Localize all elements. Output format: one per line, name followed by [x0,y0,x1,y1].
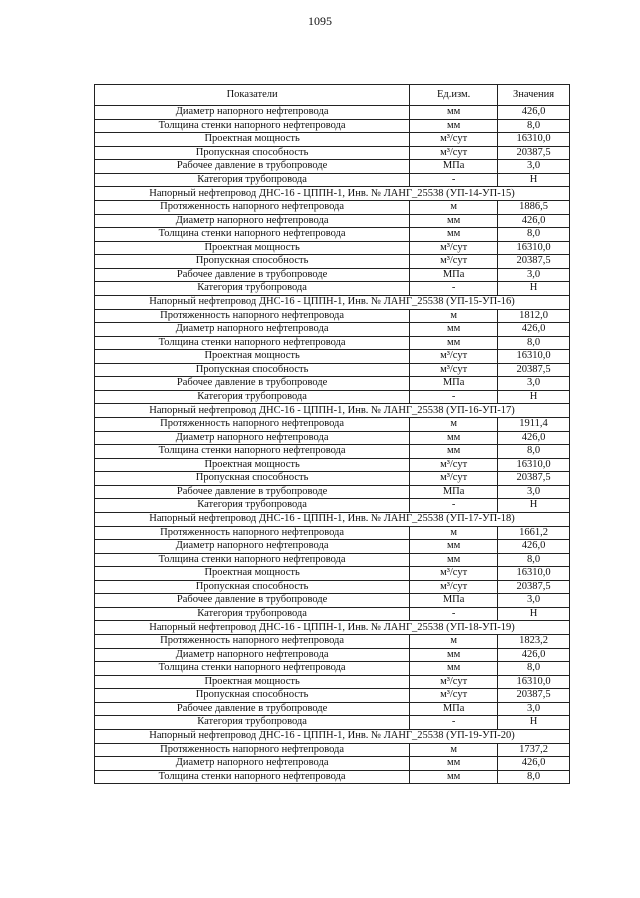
parameter-name: Категория трубопровода [95,282,410,296]
pipeline-specs-table [94,84,570,784]
value-cell: Н [498,607,570,621]
value-cell: 426,0 [498,214,570,228]
section-title: Напорный нефтепровод ДНС-16 - ЦППН-1, Инв. № ЛАНГ_25538 (УП-19-УП-20) [95,729,570,743]
unit-cell: - [410,390,498,404]
section-row [95,512,570,526]
unit-cell: м [410,526,498,540]
table-row [95,106,570,120]
section-row [95,621,570,635]
table-row [95,323,570,337]
value-cell: 1886,5 [498,201,570,215]
section-row [95,404,570,418]
parameter-name: Диаметр напорного нефтепровода [95,431,410,445]
table-row [95,160,570,174]
unit-cell: МПа [410,377,498,391]
unit-cell: м³/сут [410,363,498,377]
parameter-name: Проектная мощность [95,458,410,472]
table-row [95,350,570,364]
parameter-name: Проектная мощность [95,241,410,255]
unit-cell: м³/сут [410,255,498,269]
table-row [95,119,570,133]
unit-cell: МПа [410,485,498,499]
table-row [95,228,570,242]
unit-cell: м³/сут [410,241,498,255]
value-cell: 426,0 [498,540,570,554]
unit-cell: м³/сут [410,146,498,160]
table-row [95,499,570,513]
parameter-name: Протяженность напорного нефтепровода [95,309,410,323]
parameter-name: Диаметр напорного нефтепровода [95,757,410,771]
unit-cell: м³/сут [410,350,498,364]
unit-cell: мм [410,119,498,133]
table-row [95,607,570,621]
parameter-name: Толщина стенки напорного нефтепровода [95,445,410,459]
unit-cell: м³/сут [410,133,498,147]
table-body [95,106,570,784]
unit-cell: м³/сут [410,580,498,594]
value-cell: 8,0 [498,228,570,242]
value-cell: 3,0 [498,485,570,499]
value-cell: 426,0 [498,106,570,120]
table-row [95,268,570,282]
unit-cell: мм [410,214,498,228]
value-cell: 3,0 [498,160,570,174]
unit-cell: мм [410,648,498,662]
table-row [95,702,570,716]
parameter-name: Толщина стенки напорного нефтепровода [95,228,410,242]
value-cell: 20387,5 [498,255,570,269]
section-row [95,729,570,743]
unit-cell: м³/сут [410,458,498,472]
value-cell: Н [498,173,570,187]
parameter-name: Диаметр напорного нефтепровода [95,214,410,228]
parameter-name: Проектная мощность [95,675,410,689]
parameter-name: Толщина стенки напорного нефтепровода [95,336,410,350]
value-cell: 426,0 [498,431,570,445]
value-cell: 16310,0 [498,350,570,364]
table-row [95,594,570,608]
table-row [95,526,570,540]
parameter-name: Категория трубопровода [95,390,410,404]
table-row [95,716,570,730]
unit-cell: МПа [410,702,498,716]
unit-cell: мм [410,770,498,784]
unit-cell: мм [410,553,498,567]
table-row [95,689,570,703]
section-title: Напорный нефтепровод ДНС-16 - ЦППН-1, Инв. № ЛАНГ_25538 (УП-17-УП-18) [95,512,570,526]
table-row [95,743,570,757]
value-cell: 8,0 [498,336,570,350]
parameter-name: Толщина стенки напорного нефтепровода [95,119,410,133]
parameter-name: Категория трубопровода [95,716,410,730]
value-cell: Н [498,282,570,296]
unit-cell: м³/сут [410,675,498,689]
unit-cell: мм [410,445,498,459]
table-row [95,485,570,499]
table-row [95,390,570,404]
value-cell: Н [498,499,570,513]
value-cell: 1911,4 [498,418,570,432]
value-cell: 8,0 [498,445,570,459]
parameter-name: Рабочее давление в трубопроводе [95,377,410,391]
value-cell: 16310,0 [498,675,570,689]
column-header-parameter: Показатели [95,85,410,106]
parameter-name: Рабочее давление в трубопроводе [95,160,410,174]
unit-cell: мм [410,662,498,676]
table-row [95,675,570,689]
value-cell: 426,0 [498,757,570,771]
value-cell: 16310,0 [498,241,570,255]
parameter-name: Пропускная способность [95,146,410,160]
table-row [95,336,570,350]
unit-cell: м [410,418,498,432]
unit-cell: - [410,282,498,296]
value-cell: 20387,5 [498,580,570,594]
parameter-name: Рабочее давление в трубопроводе [95,268,410,282]
unit-cell: мм [410,228,498,242]
unit-cell: - [410,607,498,621]
parameter-name: Протяженность напорного нефтепровода [95,418,410,432]
parameter-name: Категория трубопровода [95,173,410,187]
unit-cell: м [410,635,498,649]
table-row [95,580,570,594]
table-row [95,431,570,445]
unit-cell: МПа [410,160,498,174]
table-row [95,540,570,554]
value-cell: 20387,5 [498,689,570,703]
parameter-name: Диаметр напорного нефтепровода [95,648,410,662]
section-row [95,187,570,201]
parameter-name: Рабочее давление в трубопроводе [95,702,410,716]
table-row [95,309,570,323]
column-header-value: Значения [498,85,570,106]
table-row [95,363,570,377]
value-cell: 3,0 [498,268,570,282]
value-cell: 426,0 [498,648,570,662]
table-row [95,662,570,676]
parameter-name: Пропускная способность [95,255,410,269]
value-cell: 16310,0 [498,458,570,472]
unit-cell: мм [410,757,498,771]
section-title: Напорный нефтепровод ДНС-16 - ЦППН-1, Инв. № ЛАНГ_25538 (УП-18-УП-19) [95,621,570,635]
value-cell: 1661,2 [498,526,570,540]
unit-cell: МПа [410,594,498,608]
table-row [95,377,570,391]
table-row [95,146,570,160]
unit-cell: м³/сут [410,472,498,486]
parameter-name: Пропускная способность [95,472,410,486]
parameter-name: Протяженность напорного нефтепровода [95,743,410,757]
parameter-name: Проектная мощность [95,133,410,147]
parameter-name: Проектная мощность [95,350,410,364]
parameter-name: Толщина стенки напорного нефтепровода [95,662,410,676]
parameter-name: Пропускная способность [95,689,410,703]
table-row [95,648,570,662]
section-row [95,295,570,309]
parameter-name: Диаметр напорного нефтепровода [95,323,410,337]
unit-cell: м [410,201,498,215]
unit-cell: м [410,309,498,323]
parameter-name: Диаметр напорного нефтепровода [95,540,410,554]
unit-cell: м³/сут [410,567,498,581]
parameter-name: Толщина стенки напорного нефтепровода [95,553,410,567]
parameter-name: Категория трубопровода [95,499,410,513]
unit-cell: мм [410,336,498,350]
value-cell: 16310,0 [498,133,570,147]
parameter-name: Проектная мощность [95,567,410,581]
unit-cell: м [410,743,498,757]
section-title: Напорный нефтепровод ДНС-16 - ЦППН-1, Инв. № ЛАНГ_25538 (УП-14-УП-15) [95,187,570,201]
parameter-name: Рабочее давление в трубопроводе [95,485,410,499]
value-cell: 8,0 [498,553,570,567]
column-header-unit: Ед.изм. [410,85,498,106]
unit-cell: - [410,173,498,187]
table-row [95,757,570,771]
section-title: Напорный нефтепровод ДНС-16 - ЦППН-1, Инв. № ЛАНГ_25538 (УП-15-УП-16) [95,295,570,309]
parameter-name: Толщина стенки напорного нефтепровода [95,770,410,784]
table-row [95,214,570,228]
table-row [95,770,570,784]
unit-cell: мм [410,540,498,554]
parameter-name: Рабочее давление в трубопроводе [95,594,410,608]
unit-cell: мм [410,106,498,120]
parameter-name: Диаметр напорного нефтепровода [95,106,410,120]
unit-cell: - [410,716,498,730]
value-cell: 16310,0 [498,567,570,581]
table-row [95,445,570,459]
value-cell: 3,0 [498,594,570,608]
parameter-name: Пропускная способность [95,363,410,377]
table-row [95,472,570,486]
value-cell: 3,0 [498,377,570,391]
value-cell: 3,0 [498,702,570,716]
value-cell: 1812,0 [498,309,570,323]
unit-cell: мм [410,323,498,337]
value-cell: 8,0 [498,662,570,676]
table-row [95,635,570,649]
table-row [95,567,570,581]
value-cell: 426,0 [498,323,570,337]
unit-cell: МПа [410,268,498,282]
value-cell: 1737,2 [498,743,570,757]
unit-cell: - [410,499,498,513]
table-row [95,458,570,472]
value-cell: 20387,5 [498,472,570,486]
value-cell: 8,0 [498,770,570,784]
table-row [95,241,570,255]
unit-cell: мм [410,431,498,445]
section-title: Напорный нефтепровод ДНС-16 - ЦППН-1, Инв. № ЛАНГ_25538 (УП-16-УП-17) [95,404,570,418]
value-cell: Н [498,390,570,404]
value-cell: 8,0 [498,119,570,133]
table-header-row [95,85,570,106]
value-cell: 20387,5 [498,146,570,160]
unit-cell: м³/сут [410,689,498,703]
parameter-name: Пропускная способность [95,580,410,594]
table-row [95,133,570,147]
table-row [95,201,570,215]
parameter-name: Категория трубопровода [95,607,410,621]
value-cell: Н [498,716,570,730]
table-row [95,418,570,432]
table-row [95,173,570,187]
value-cell: 1823,2 [498,635,570,649]
table-row [95,255,570,269]
page-number: 1095 [308,14,332,28]
value-cell: 20387,5 [498,363,570,377]
table-row [95,553,570,567]
table-row [95,282,570,296]
parameter-name: Протяженность напорного нефтепровода [95,526,410,540]
parameter-name: Протяженность напорного нефтепровода [95,201,410,215]
parameter-name: Протяженность напорного нефтепровода [95,635,410,649]
